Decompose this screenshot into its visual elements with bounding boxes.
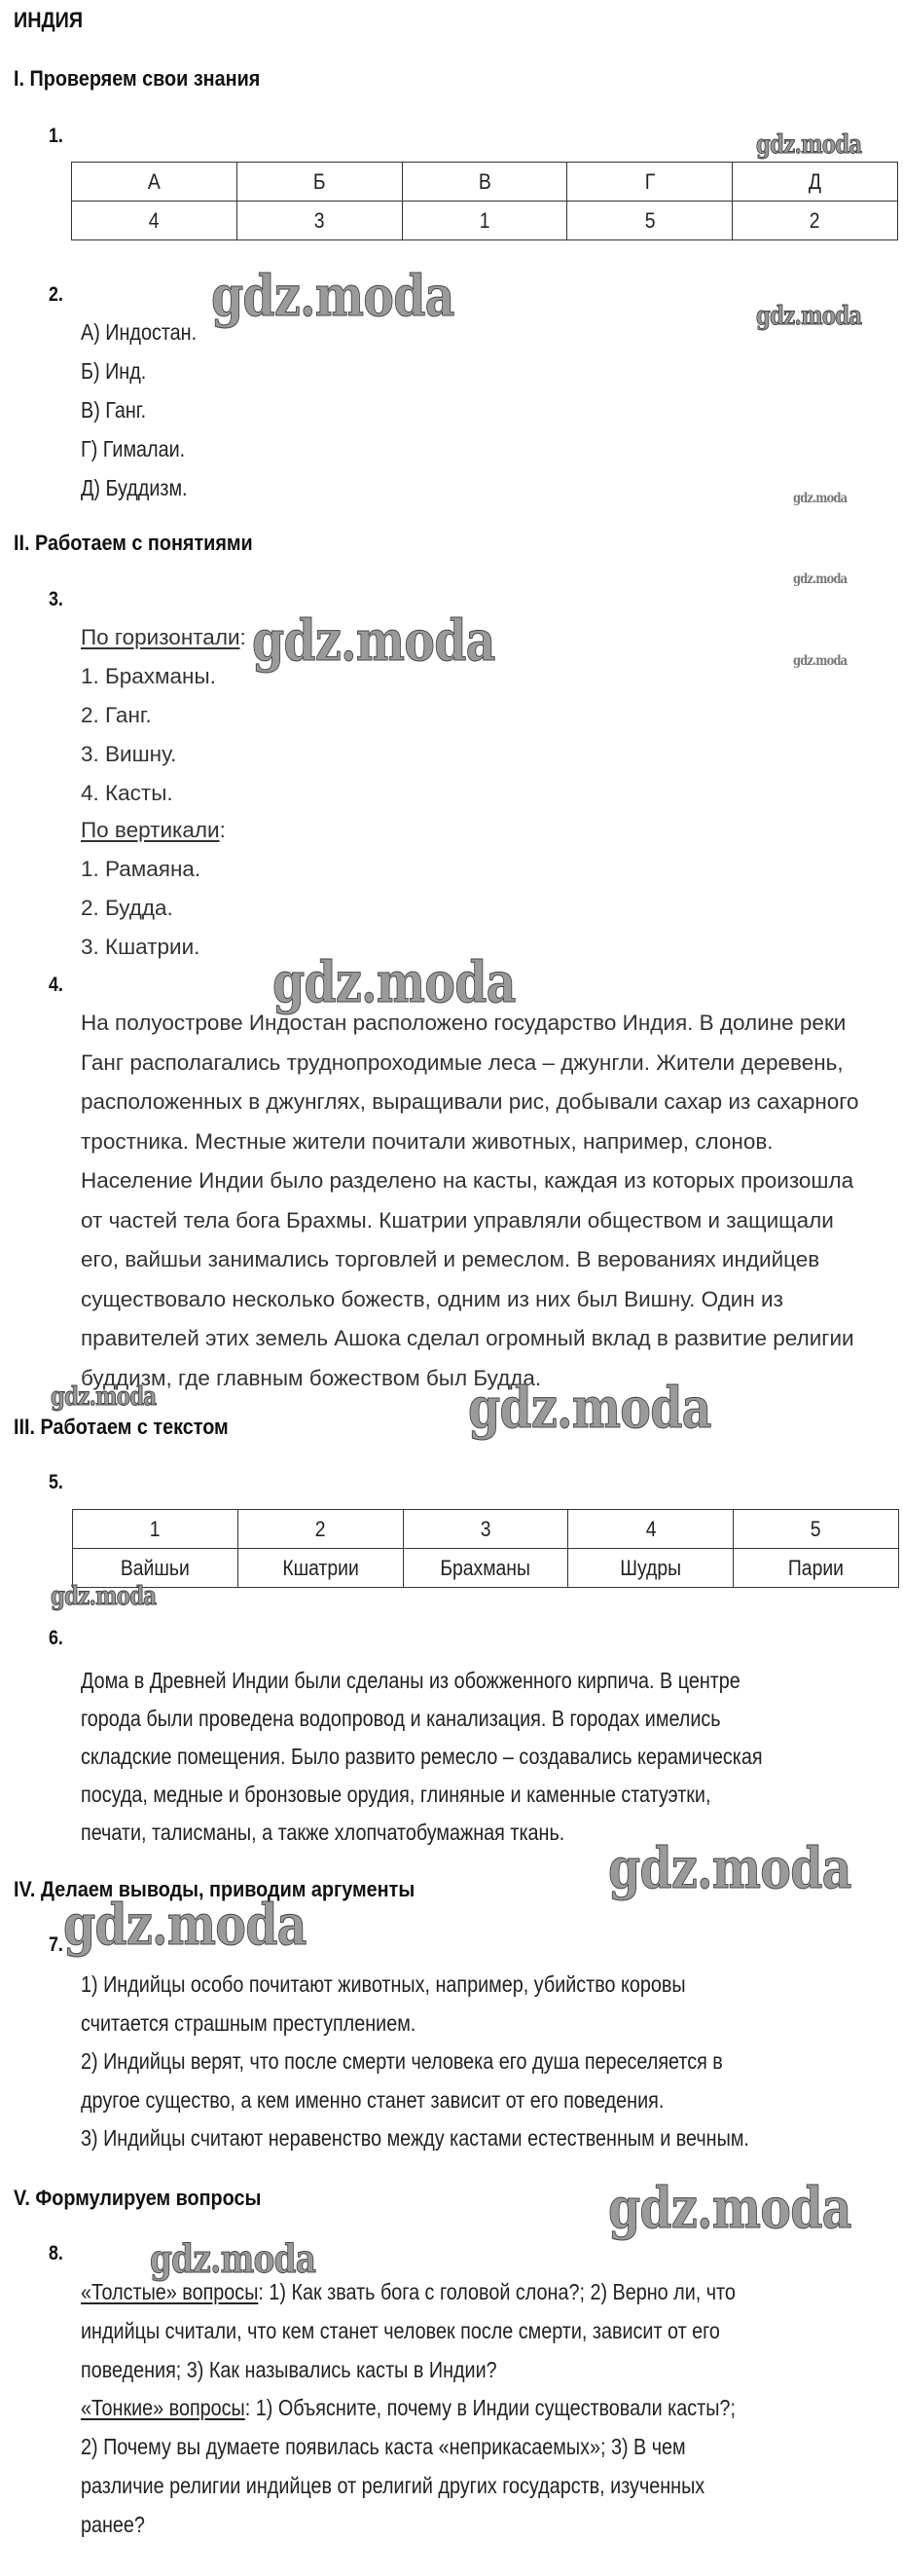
text-line: буддизм, где главным божеством был Будда. <box>81 1365 542 1390</box>
text-line: индийцы считали, что кем станет человек после смерти, зависит от его <box>81 2318 720 2343</box>
thin-questions-text: : 1) Объясните, почему в Индии существовали касты?; <box>244 2395 736 2420</box>
table-cell: 4 <box>149 207 160 233</box>
table-cell: Парии <box>788 1555 845 1580</box>
text-line: 4. Касты. <box>81 781 173 805</box>
section-heading-2: II. Работаем с понятиями <box>14 531 253 555</box>
question-number-2: 2. <box>49 283 63 306</box>
text-line: правителей этих земель Ашока сделал огромный вклад в развитие религии <box>81 1326 854 1350</box>
watermark-logo: gdz.moda <box>252 607 495 674</box>
text-line: от частей тела бога Брахмы. Кшатрии управляли обществом и защищали <box>81 1207 834 1233</box>
thick-questions-line <box>81 2279 736 2304</box>
text-line: 2) Индийцы верят, что после смерти человека его душа переселяется в <box>81 2048 723 2074</box>
text-line: Дома в Древней Индии были сделаны из обожженного кирпича. В центре <box>81 1668 740 1693</box>
text-line: 3. Кшатрии. <box>81 935 200 959</box>
section-heading-3: III. Работаем с текстом <box>14 1415 229 1439</box>
text-line: расположенных в джунглях, выращивали рис, добывали сахар из сахарного <box>81 1089 859 1114</box>
watermark-logo: gdz.moda <box>793 653 848 669</box>
table-cell: Шудры <box>620 1555 682 1580</box>
question-number-4: 4. <box>49 974 63 996</box>
question-number-8: 8. <box>49 2242 63 2264</box>
text-line: поведения; 3) Как назывались касты в Индии? <box>81 2357 497 2382</box>
table-cell: 1 <box>479 207 490 233</box>
text-line: А) Индостан. <box>81 319 198 345</box>
thin-questions-line <box>81 2395 736 2420</box>
question-number-3: 3. <box>49 588 63 610</box>
answer-table-1 <box>71 162 898 240</box>
watermark-logo: gdz.moda <box>756 130 862 160</box>
watermark-logo: gdz.moda <box>272 949 516 1015</box>
watermark-logo: gdz.moda <box>150 2236 316 2282</box>
text-line: Г) Гималаи. <box>81 436 186 461</box>
table-cell: Кшатрии <box>281 1555 359 1580</box>
text-line: печати, талисманы, а также хлопчатобумажная ткань. <box>81 1820 565 1845</box>
text-line: 1. Рамаяна. <box>81 857 201 881</box>
question-number-7: 7. <box>49 1933 63 1956</box>
watermark-logo: gdz.moda <box>51 1582 157 1611</box>
section-heading-1: I. Проверяем свои знания <box>14 66 261 91</box>
table-cell: Б <box>312 168 326 194</box>
horizontal-heading <box>81 625 246 650</box>
watermark-logo: gdz.moda <box>793 571 848 587</box>
table-header-row <box>72 163 898 202</box>
watermark-logo: gdz.moda <box>608 2175 851 2241</box>
text-line: складские помещения. Было развито ремесло – создавались керамическая <box>81 1744 763 1769</box>
text-line: В) Ганг. <box>81 397 147 423</box>
watermark-logo: gdz.moda <box>51 1382 157 1412</box>
table-cell: А <box>147 168 161 194</box>
table-header-row <box>73 1510 899 1549</box>
text-line: 2. Ганг. <box>81 703 152 727</box>
table-cell: 5 <box>811 1516 821 1541</box>
text-line: 2) Почему вы думаете появилась каста «неприкасаемых»; 3) В чем <box>81 2434 686 2459</box>
text-line: На полуострове Индостан расположено государство Индия. В долине реки <box>81 1011 847 1035</box>
text-line: Д) Буддизм. <box>81 475 188 500</box>
horizontal-label: По горизонтали <box>81 625 240 649</box>
question-number-6: 6. <box>49 1627 63 1649</box>
thick-questions-label: «Толстые» вопросы <box>81 2279 259 2304</box>
colon: : <box>239 625 246 649</box>
text-line: города были проведена водопровод и канализация. В городах имелись <box>81 1706 721 1731</box>
table-cell: Брахманы <box>440 1555 531 1580</box>
vertical-label: По вертикали <box>81 818 220 842</box>
table-cell: 2 <box>314 1516 326 1541</box>
question-number-1: 1. <box>49 125 63 147</box>
text-line: Б) Инд. <box>81 358 147 384</box>
table-row <box>72 202 898 240</box>
watermark-logo: gdz.moda <box>211 263 454 329</box>
table-cell: Д <box>809 168 822 194</box>
text-line: 3) Индийцы считают неравенство между кастами естественным и вечным. <box>81 2125 749 2151</box>
question-number-5: 5. <box>49 1471 63 1493</box>
table-cell: Вайшьи <box>120 1555 190 1580</box>
table-row <box>73 1549 899 1588</box>
thick-questions-text: : 1) Как звать бога с головой слона?; 2) Верно ли, что <box>258 2279 736 2304</box>
colon: : <box>219 818 226 842</box>
section-heading-5: V. Формулируем вопросы <box>14 2186 262 2210</box>
watermark-logo: gdz.moda <box>793 491 848 506</box>
text-line: его, вайшьи занимались торговлей и ремеслом. В верованиях индийцев <box>81 1247 820 1271</box>
text-line: Ганг располагались труднопроходимые леса – джунгли. Жители деревень, <box>81 1049 844 1075</box>
text-line: тростника. Местные жители почитали животных, например, слонов. <box>81 1128 774 1154</box>
text-line: различие религии индийцев от религий других государств, изученных <box>81 2473 705 2498</box>
table-cell: 3 <box>480 1516 491 1541</box>
text-line: считается страшным преступлением. <box>81 2009 416 2036</box>
text-line: 1) Индийцы особо почитают животных, например, убийство коровы <box>81 1971 686 1997</box>
watermark-logo: gdz.moda <box>63 1892 307 1958</box>
thin-questions-label: «Тонкие» вопросы <box>81 2395 245 2420</box>
table-cell: В <box>478 168 491 194</box>
text-line: другое существо, а кем именно станет зависит от его поведения. <box>81 2086 665 2113</box>
table-cell: 1 <box>150 1516 161 1541</box>
vertical-heading <box>81 818 226 843</box>
table-cell: 2 <box>810 207 820 233</box>
answer-table-5 <box>72 1509 899 1588</box>
text-line: 1. Брахманы. <box>81 664 216 688</box>
table-cell: 4 <box>645 1516 657 1541</box>
table-cell: 3 <box>313 207 325 233</box>
watermark-logo: gdz.moda <box>468 1375 711 1441</box>
table-cell: 5 <box>644 207 656 233</box>
text-line: посуда, медные и бронзовые орудия, глиняные и каменные статуэтки, <box>81 1782 711 1807</box>
text-line: существовало несколько божеств, одним из них был Вишну. Один из <box>81 1286 783 1311</box>
text-line: 2. Будда. <box>81 896 173 920</box>
page-title: ИНДИЯ <box>14 8 84 32</box>
text-line: ранее? <box>81 2512 145 2537</box>
watermark-logo: gdz.moda <box>608 1835 851 1901</box>
text-line: 3. Вишну. <box>81 742 177 766</box>
text-line: Население Индии было разделено на касты, каждая из которых произошла <box>81 1168 854 1193</box>
section-heading-4: IV. Делаем выводы, приводим аргументы <box>14 1877 415 1901</box>
table-cell: Г <box>644 168 656 194</box>
watermark-logo: gdz.moda <box>756 302 862 331</box>
